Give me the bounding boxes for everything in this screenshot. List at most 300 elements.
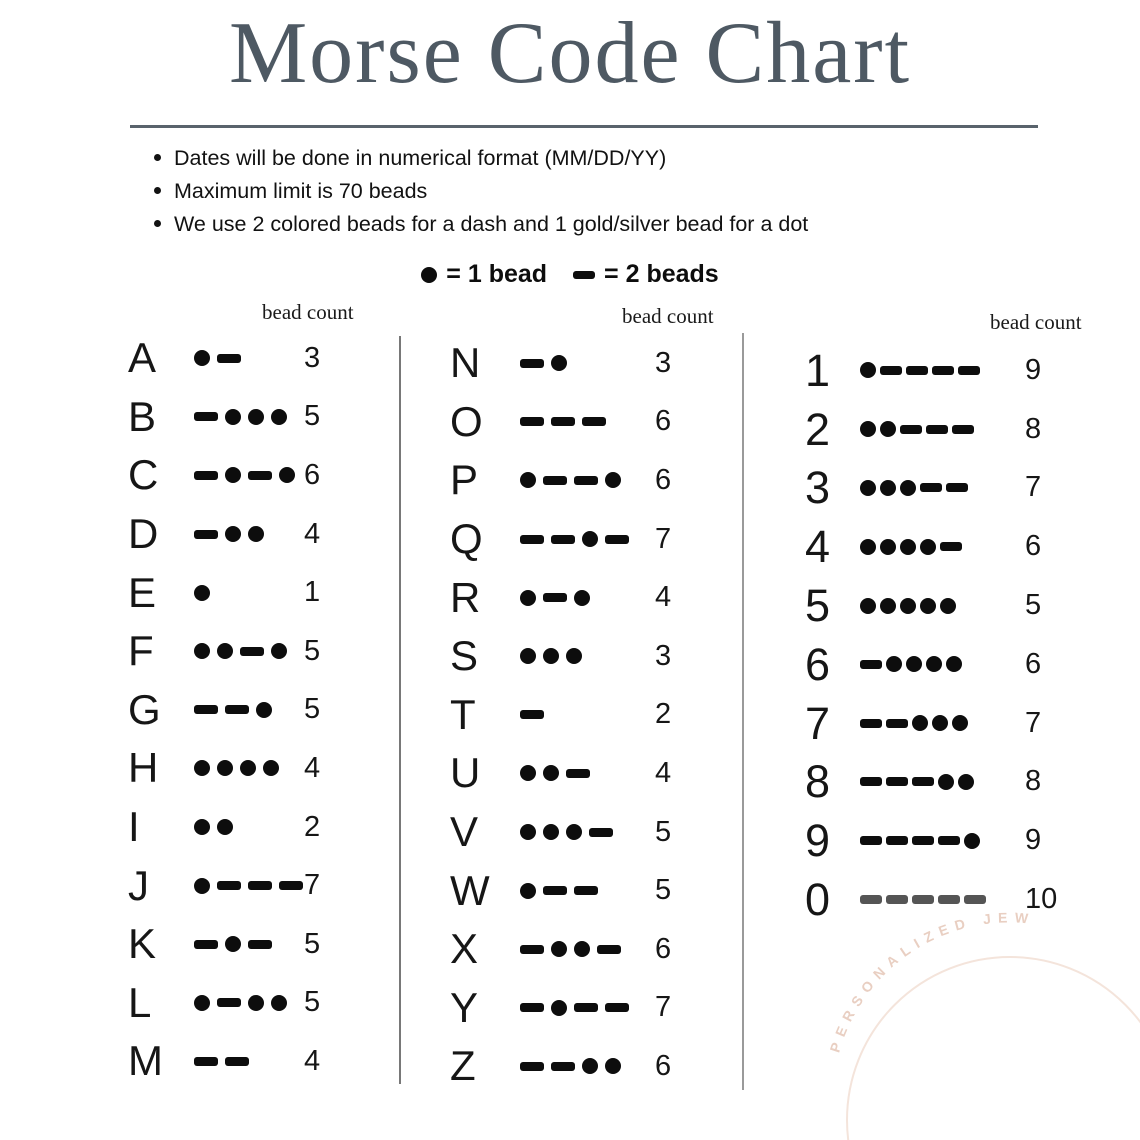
- dash-bead-icon: [574, 1003, 598, 1012]
- dot-bead-icon: [926, 656, 942, 672]
- bead-count-value: 10: [1025, 883, 1058, 916]
- dot-bead-icon: [520, 824, 536, 840]
- row-character: N: [450, 339, 481, 387]
- row-character: 3: [805, 462, 831, 514]
- dash-bead-icon: [938, 895, 960, 904]
- dot-bead-icon: [920, 539, 936, 555]
- morse-code-symbols: [520, 941, 655, 957]
- row-character: L: [128, 978, 152, 1026]
- dot-bead-icon: [860, 539, 876, 555]
- morse-row: [128, 329, 354, 388]
- morse-row: [128, 388, 354, 447]
- dot-bead-icon: [906, 656, 922, 672]
- bead-count-value: 5: [1025, 589, 1042, 622]
- dash-bead-icon: [520, 1003, 544, 1012]
- dash-bead-icon: [225, 705, 249, 714]
- title-underline: [130, 125, 1038, 128]
- dot-bead-icon: [543, 765, 559, 781]
- morse-code-symbols: [194, 585, 304, 601]
- page-title: Morse Code Chart: [228, 5, 912, 102]
- morse-code-symbols: [860, 421, 1025, 437]
- dot-bead-icon: [574, 941, 590, 957]
- bead-count-value: 5: [304, 986, 321, 1019]
- morse-row: [805, 341, 1082, 400]
- dash-bead-icon: [543, 886, 567, 895]
- dot-bead-icon: [263, 760, 279, 776]
- morse-code-symbols: [520, 472, 655, 488]
- dot-bead-icon: [421, 267, 437, 283]
- dash-bead-icon: [860, 895, 882, 904]
- morse-code-symbols: [860, 715, 1025, 731]
- row-character: O: [450, 397, 483, 445]
- column-letters-n-z: [450, 304, 714, 1096]
- dot-bead-icon: [605, 1058, 621, 1074]
- dot-legend-label: = 1 bead: [446, 260, 548, 288]
- bead-legend: [0, 260, 1140, 289]
- dot-bead-icon: [566, 648, 582, 664]
- dash-bead-icon: [582, 417, 606, 426]
- row-character: M: [128, 1037, 163, 1085]
- morse-code-symbols: [194, 702, 304, 718]
- dot-bead-icon: [520, 765, 536, 781]
- row-character: S: [450, 632, 479, 680]
- dot-bead-icon: [194, 995, 210, 1011]
- row-character: J: [128, 861, 149, 909]
- row-character: H: [128, 744, 159, 792]
- morse-row: [450, 627, 714, 686]
- morse-code-symbols: [194, 995, 304, 1011]
- bead-count-value: 1: [304, 576, 321, 609]
- dot-bead-icon: [566, 824, 582, 840]
- row-character: Z: [450, 1042, 476, 1090]
- dot-bead-icon: [880, 421, 896, 437]
- bead-count-value: 3: [655, 346, 672, 379]
- dash-bead-icon: [225, 1057, 249, 1066]
- row-character: F: [128, 627, 154, 675]
- dash-bead-icon: [886, 836, 908, 845]
- dot-bead-icon: [217, 819, 233, 835]
- dash-bead-icon: [217, 881, 241, 890]
- dot-bead-icon: [240, 760, 256, 776]
- dot-bead-icon: [900, 598, 916, 614]
- morse-code-symbols: [520, 765, 655, 781]
- morse-row: [805, 753, 1082, 812]
- dash-bead-icon: [880, 366, 902, 375]
- dot-bead-icon: [900, 539, 916, 555]
- bead-count-value: 7: [304, 869, 321, 902]
- bead-count-value: 6: [655, 405, 672, 438]
- dot-bead-icon: [964, 833, 980, 849]
- row-character: A: [128, 334, 157, 382]
- morse-code-symbols: [520, 531, 655, 547]
- dot-bead-icon: [194, 350, 210, 366]
- dash-bead-icon: [217, 998, 241, 1007]
- bead-count-value: 4: [304, 1044, 321, 1077]
- row-character: K: [128, 920, 157, 968]
- bead-count-value: 5: [304, 693, 321, 726]
- dash-bead-icon: [938, 836, 960, 845]
- dot-bead-icon: [886, 656, 902, 672]
- morse-code-symbols: [194, 760, 304, 776]
- notes-list: [154, 146, 808, 245]
- bullet-icon: [154, 187, 161, 194]
- bead-count-value: 4: [304, 517, 321, 550]
- row-character: Q: [450, 515, 483, 563]
- dash-bead-icon: [860, 660, 882, 669]
- row-character: 6: [805, 638, 831, 690]
- morse-row: [128, 505, 354, 564]
- column-divider: [399, 336, 401, 1084]
- morse-code-symbols: [194, 878, 304, 894]
- bead-count-value: 7: [655, 991, 672, 1024]
- dot-bead-icon: [912, 715, 928, 731]
- dot-bead-icon: [860, 421, 876, 437]
- dot-bead-icon: [520, 883, 536, 899]
- dash-bead-icon: [573, 271, 595, 279]
- bead-count-value: 8: [1025, 765, 1042, 798]
- bead-count-value: 8: [1025, 412, 1042, 445]
- morse-row: [128, 798, 354, 857]
- morse-code-symbols: [194, 819, 304, 835]
- dot-bead-icon: [946, 656, 962, 672]
- dash-bead-icon: [932, 366, 954, 375]
- dash-bead-icon: [605, 535, 629, 544]
- dash-bead-icon: [860, 777, 882, 786]
- morse-row: [450, 451, 714, 510]
- row-character: 7: [805, 697, 831, 749]
- row-character: V: [450, 808, 479, 856]
- morse-code-symbols: [520, 1000, 655, 1016]
- dot-bead-icon: [194, 760, 210, 776]
- morse-code-symbols: [520, 590, 655, 606]
- row-character: 5: [805, 580, 831, 632]
- bead-count-header: bead count: [622, 304, 714, 328]
- row-character: W: [450, 866, 490, 914]
- watermark-text: PERSONALIZED JEW: [826, 909, 1036, 1055]
- bead-count-value: 6: [1025, 647, 1042, 680]
- bead-count-value: 4: [655, 581, 672, 614]
- bead-count-value: 7: [655, 522, 672, 555]
- dash-bead-icon: [912, 777, 934, 786]
- dot-bead-icon: [248, 526, 264, 542]
- bead-count-value: 6: [304, 458, 321, 491]
- dash-bead-icon: [520, 945, 544, 954]
- note-item: [154, 179, 808, 203]
- morse-row: [450, 979, 714, 1038]
- bead-count-value: 4: [655, 756, 672, 789]
- dash-bead-icon: [886, 777, 908, 786]
- row-character: 0: [805, 874, 831, 926]
- row-character: B: [128, 392, 157, 440]
- row-character: 8: [805, 756, 831, 808]
- dot-bead-icon: [880, 480, 896, 496]
- dash-bead-icon: [551, 535, 575, 544]
- dot-bead-icon: [938, 774, 954, 790]
- bead-count-value: 6: [655, 932, 672, 965]
- dot-bead-icon: [194, 643, 210, 659]
- morse-code-symbols: [194, 643, 304, 659]
- dot-bead-icon: [271, 643, 287, 659]
- column-divider: [742, 333, 744, 1090]
- bead-count-value: 3: [655, 639, 672, 672]
- morse-code-symbols: [194, 526, 304, 542]
- morse-code-symbols: [520, 648, 655, 664]
- bead-count-header: bead count: [262, 300, 354, 324]
- dot-bead-icon: [551, 941, 567, 957]
- bead-count-value: 4: [304, 751, 321, 784]
- watermark-circle: [847, 957, 1140, 1140]
- bead-count-value: 6: [1025, 530, 1042, 563]
- dash-bead-icon: [240, 647, 264, 656]
- dash-bead-icon: [920, 483, 942, 492]
- morse-row: [805, 400, 1082, 459]
- dash-bead-icon: [940, 542, 962, 551]
- dash-bead-icon: [597, 945, 621, 954]
- morse-code-symbols: [520, 883, 655, 899]
- dot-bead-icon: [900, 480, 916, 496]
- morse-row: [805, 635, 1082, 694]
- morse-code-symbols: [860, 774, 1025, 790]
- morse-code-symbols: [860, 480, 1025, 496]
- dash-bead-icon: [900, 425, 922, 434]
- dash-bead-icon: [886, 719, 908, 728]
- morse-row: [450, 1037, 714, 1096]
- dash-legend-label: = 2 beads: [604, 260, 719, 288]
- row-character: U: [450, 749, 481, 797]
- morse-rows: [128, 329, 354, 1091]
- dash-bead-icon: [520, 1062, 544, 1071]
- bead-count-value: 2: [304, 810, 321, 843]
- dash-bead-icon: [605, 1003, 629, 1012]
- dot-bead-icon: [932, 715, 948, 731]
- morse-row: [805, 694, 1082, 753]
- dash-bead-icon: [543, 476, 567, 485]
- row-character: D: [128, 510, 159, 558]
- morse-code-symbols: [520, 824, 655, 840]
- dot-bead-icon: [543, 824, 559, 840]
- dot-bead-icon: [520, 648, 536, 664]
- dash-bead-icon: [520, 417, 544, 426]
- morse-code-symbols: [860, 833, 1025, 849]
- row-character: 9: [805, 815, 831, 867]
- dot-bead-icon: [194, 878, 210, 894]
- bead-count-value: 5: [655, 815, 672, 848]
- dot-bead-icon: [256, 702, 272, 718]
- dot-bead-icon: [520, 472, 536, 488]
- dot-bead-icon: [194, 819, 210, 835]
- dot-bead-icon: [860, 362, 876, 378]
- row-character: 2: [805, 403, 831, 455]
- dash-bead-icon: [574, 476, 598, 485]
- dash-bead-icon: [946, 483, 968, 492]
- morse-code-symbols: [194, 1057, 304, 1066]
- dash-bead-icon: [194, 940, 218, 949]
- dot-bead-icon: [520, 590, 536, 606]
- dot-bead-icon: [920, 598, 936, 614]
- note-text: Maximum limit is 70 beads: [174, 179, 428, 203]
- morse-code-symbols: [520, 710, 655, 719]
- note-item: [154, 146, 808, 170]
- dash-bead-icon: [194, 1057, 218, 1066]
- morse-row: [805, 870, 1082, 929]
- dot-bead-icon: [248, 409, 264, 425]
- dash-bead-icon: [886, 895, 908, 904]
- dot-bead-icon: [574, 590, 590, 606]
- dot-bead-icon: [271, 995, 287, 1011]
- morse-code-symbols: [194, 467, 304, 483]
- dash-bead-icon: [217, 354, 241, 363]
- dash-bead-icon: [194, 530, 218, 539]
- morse-rows: [450, 334, 714, 1096]
- row-character: P: [450, 456, 479, 504]
- morse-row: [450, 334, 714, 393]
- dot-bead-icon: [225, 409, 241, 425]
- row-character: C: [128, 451, 159, 499]
- dot-bead-icon: [940, 598, 956, 614]
- row-character: R: [450, 573, 481, 621]
- morse-row: [128, 563, 354, 622]
- dash-bead-icon: [551, 1062, 575, 1071]
- morse-row: [805, 459, 1082, 518]
- bead-count-value: 3: [304, 341, 321, 374]
- dot-bead-icon: [880, 539, 896, 555]
- morse-row: [450, 568, 714, 627]
- row-character: G: [128, 685, 161, 733]
- row-character: 1: [805, 344, 831, 396]
- dot-bead-icon: [551, 355, 567, 371]
- dot-bead-icon: [605, 472, 621, 488]
- morse-code-symbols: [520, 355, 655, 371]
- morse-code-symbols: [860, 539, 1025, 555]
- dot-bead-icon: [217, 643, 233, 659]
- morse-row: [128, 1032, 354, 1091]
- morse-code-symbols: [860, 362, 1025, 378]
- dot-bead-icon: [860, 480, 876, 496]
- morse-row: [450, 803, 714, 862]
- dot-bead-icon: [880, 598, 896, 614]
- bead-count-value: 9: [1025, 824, 1042, 857]
- dash-bead-icon: [279, 881, 303, 890]
- dash-bead-icon: [574, 886, 598, 895]
- dash-bead-icon: [566, 769, 590, 778]
- bead-count-header: bead count: [990, 310, 1082, 334]
- morse-row: [128, 915, 354, 974]
- dash-bead-icon: [589, 828, 613, 837]
- morse-row: [450, 744, 714, 803]
- row-character: Y: [450, 983, 479, 1031]
- morse-code-symbols: [860, 895, 1025, 904]
- morse-rows: [805, 341, 1082, 929]
- dash-bead-icon: [964, 895, 986, 904]
- morse-row: [450, 861, 714, 920]
- dash-bead-icon: [926, 425, 948, 434]
- morse-row: [128, 856, 354, 915]
- dot-bead-icon: [225, 526, 241, 542]
- bead-count-value: 7: [1025, 706, 1042, 739]
- dot-bead-icon: [248, 995, 264, 1011]
- dash-bead-icon: [248, 940, 272, 949]
- dot-bead-icon: [279, 467, 295, 483]
- dash-bead-icon: [952, 425, 974, 434]
- bead-count-value: 7: [1025, 471, 1042, 504]
- row-character: I: [128, 803, 140, 851]
- dash-bead-icon: [520, 359, 544, 368]
- note-text: We use 2 colored beads for a dash and 1 gold/silver bead for a dot: [174, 212, 809, 236]
- morse-row: [805, 811, 1082, 870]
- morse-code-symbols: [194, 936, 304, 952]
- morse-row: [450, 686, 714, 745]
- dot-bead-icon: [194, 585, 210, 601]
- dot-bead-icon: [958, 774, 974, 790]
- morse-row: [128, 446, 354, 505]
- morse-code-symbols: [194, 409, 304, 425]
- morse-row: [128, 681, 354, 740]
- bead-count-value: 5: [304, 400, 321, 433]
- dot-bead-icon: [225, 936, 241, 952]
- dash-bead-icon: [551, 417, 575, 426]
- morse-row: [450, 393, 714, 452]
- morse-code-symbols: [860, 656, 1025, 672]
- morse-row: [450, 510, 714, 569]
- dot-bead-icon: [582, 531, 598, 547]
- bead-count-value: 5: [304, 927, 321, 960]
- bead-count-value: 5: [304, 634, 321, 667]
- dash-bead-icon: [958, 366, 980, 375]
- dash-bead-icon: [194, 705, 218, 714]
- dot-bead-icon: [543, 648, 559, 664]
- row-character: X: [450, 925, 479, 973]
- column-letters-a-m: [128, 300, 354, 1091]
- dash-bead-icon: [520, 710, 544, 719]
- dash-bead-icon: [520, 535, 544, 544]
- dash-bead-icon: [248, 471, 272, 480]
- dash-bead-icon: [860, 719, 882, 728]
- bead-count-value: 2: [655, 698, 672, 731]
- dot-bead-icon: [217, 760, 233, 776]
- morse-row: [805, 576, 1082, 635]
- note-item: [154, 212, 808, 236]
- bead-count-value: 6: [655, 463, 672, 496]
- dot-bead-icon: [952, 715, 968, 731]
- bullet-icon: [154, 220, 161, 227]
- row-character: 4: [805, 521, 831, 573]
- dash-bead-icon: [543, 593, 567, 602]
- bead-count-value: 5: [655, 874, 672, 907]
- morse-row: [450, 920, 714, 979]
- dash-bead-icon: [860, 836, 882, 845]
- morse-code-symbols: [520, 417, 655, 426]
- dash-bead-icon: [248, 881, 272, 890]
- dot-bead-icon: [271, 409, 287, 425]
- dash-bead-icon: [912, 895, 934, 904]
- row-character: T: [450, 690, 476, 738]
- morse-code-symbols: [520, 1058, 655, 1074]
- bullet-icon: [154, 154, 161, 161]
- morse-row: [128, 974, 354, 1033]
- dash-bead-icon: [912, 836, 934, 845]
- morse-code-symbols: [194, 350, 304, 366]
- morse-row: [128, 739, 354, 798]
- morse-row: [805, 517, 1082, 576]
- morse-row: [128, 622, 354, 681]
- dot-bead-icon: [225, 467, 241, 483]
- dash-bead-icon: [194, 412, 218, 421]
- bead-count-value: 9: [1025, 353, 1042, 386]
- dot-bead-icon: [582, 1058, 598, 1074]
- bead-count-value: 6: [655, 1049, 672, 1082]
- dot-bead-icon: [860, 598, 876, 614]
- dot-bead-icon: [551, 1000, 567, 1016]
